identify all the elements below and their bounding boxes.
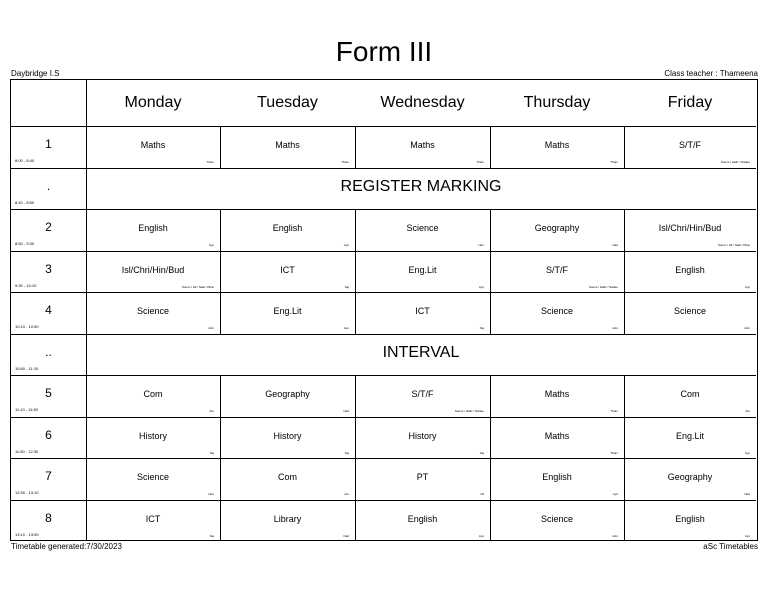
lesson-teacher: Hiru xyxy=(612,533,618,538)
grid-line xyxy=(11,375,756,376)
grid-line xyxy=(11,292,756,293)
day-header-monday: Monday xyxy=(124,94,182,111)
grid-line xyxy=(11,417,756,418)
lesson-teacher: Ayo xyxy=(744,533,750,538)
period-label: . xyxy=(46,178,51,193)
period-label: 1 xyxy=(45,137,52,151)
lesson-subject: English xyxy=(542,472,572,482)
period-label: 6 xyxy=(45,427,52,442)
period-time: 11:10 - 11:50 xyxy=(15,407,38,412)
grid-line xyxy=(11,334,756,335)
period-label: 8 xyxy=(45,510,52,525)
school-name: Daybridge I.S xyxy=(11,69,60,78)
period-time: 8:00 - 8:40 xyxy=(15,158,35,163)
period-time: 10:10 - 10:50 xyxy=(15,324,39,329)
generated-date: Timetable generated:7/30/2023 xyxy=(11,542,122,551)
lesson-teacher: Saj xyxy=(344,450,349,455)
lesson-teacher: Ayo xyxy=(744,284,750,289)
lesson-teacher: Soumi / Hil / Nadi / Dhar xyxy=(717,243,750,247)
lesson-subject: English xyxy=(675,513,705,524)
lesson-subject: Science xyxy=(673,306,707,316)
lesson-subject: S/T/F xyxy=(679,140,701,150)
lesson-teacher: Hiru xyxy=(744,326,750,330)
lesson-subject: English xyxy=(138,223,168,233)
lesson-subject: ICT xyxy=(145,513,161,524)
lesson-teacher: Tham xyxy=(206,160,214,164)
lesson-teacher: Ayo xyxy=(343,243,349,247)
lesson-subject: ICT xyxy=(280,264,295,275)
lesson-subject: Maths xyxy=(544,430,570,441)
lesson-subject: Isl/Chri/Hin/Bud xyxy=(121,264,185,275)
grid-line xyxy=(11,168,756,169)
lesson-teacher: Saj xyxy=(209,450,214,455)
period-time: 8:50 - 9:30 xyxy=(15,241,35,246)
period-label: 7 xyxy=(45,469,52,483)
lesson-teacher: Soumi / Hafiz / Nadee xyxy=(720,160,750,164)
lesson-teacher: Saj xyxy=(209,533,214,538)
lesson-subject: English xyxy=(272,223,303,233)
lesson-teacher: Ayo xyxy=(478,284,484,289)
lesson-subject: Eng.Lit xyxy=(675,430,705,441)
lesson-subject: Com xyxy=(143,389,163,399)
lesson-teacher: Tham xyxy=(476,160,484,164)
lesson-subject: Science xyxy=(540,306,574,316)
page-title: Form III xyxy=(335,36,433,67)
lesson-teacher: Hiru xyxy=(208,492,214,496)
lesson-teacher: Nad xyxy=(343,409,349,413)
lesson-teacher: Hiru xyxy=(478,243,484,247)
lesson-teacher: Aru xyxy=(209,409,214,413)
period-time: 11:50 - 12:30 xyxy=(15,448,39,454)
lesson-subject: English xyxy=(407,513,438,524)
lesson-teacher: Nil xyxy=(480,492,484,496)
lesson-teacher: Saj xyxy=(344,284,349,289)
lesson-teacher: Ayo xyxy=(478,533,484,538)
interval-band: INTERVAL xyxy=(382,343,460,361)
lesson-subject: Geography xyxy=(534,223,580,233)
period-time: 12:30 - 13:10 xyxy=(15,490,39,495)
lesson-teacher: Ayo xyxy=(343,326,349,330)
lesson-subject: History xyxy=(408,430,437,441)
lesson-subject: PT xyxy=(416,472,429,482)
lesson-subject: Geography xyxy=(667,472,713,482)
period-time: 10:50 - 11:10 xyxy=(15,365,39,371)
grid-line xyxy=(11,126,756,127)
lesson-teacher: Tham xyxy=(610,450,618,455)
lesson-teacher: Ayo xyxy=(612,492,618,496)
lesson-teacher: Tham xyxy=(610,160,618,164)
lesson-subject: S/T/F xyxy=(411,389,434,399)
lesson-teacher: Soumi / Hil / Nadi / Dhar xyxy=(181,284,214,289)
lesson-subject: History xyxy=(138,430,167,441)
day-header-tuesday: Tuesday xyxy=(257,94,318,111)
day-header-thursday: Thursday xyxy=(523,94,591,111)
period-time: 8:40 - 8:50 xyxy=(15,199,35,205)
lesson-subject: Library xyxy=(273,513,302,524)
lesson-subject: S/T/F xyxy=(546,264,568,275)
lesson-subject: Eng.Lit xyxy=(408,264,437,275)
lesson-subject: English xyxy=(675,264,705,275)
lesson-teacher: Tham xyxy=(610,409,618,413)
lesson-subject: Com xyxy=(277,472,297,482)
period-label: 5 xyxy=(45,386,52,400)
lesson-subject: Maths xyxy=(140,140,166,150)
register-marking-band: REGISTER MARKING xyxy=(340,177,502,195)
lesson-subject: Maths xyxy=(410,140,435,150)
lesson-subject: Geography xyxy=(265,389,310,399)
lesson-teacher: Hiru xyxy=(208,326,214,330)
lesson-subject: Com xyxy=(680,389,700,399)
lesson-subject: Maths xyxy=(544,389,570,399)
lesson-teacher: Ayo xyxy=(744,450,750,455)
period-label: 2 xyxy=(45,220,52,234)
lesson-teacher: Saj xyxy=(479,326,484,330)
grid-line xyxy=(11,251,756,252)
lesson-subject: Science xyxy=(406,223,439,233)
class-teacher: Class teacher : Thameena xyxy=(664,69,758,78)
lesson-teacher: Soumi / Hafiz / Nadee xyxy=(588,284,618,289)
lesson-teacher: Nad xyxy=(343,533,349,538)
grid-line xyxy=(11,458,756,459)
lesson-teacher: Aru xyxy=(745,409,750,413)
period-label: 4 xyxy=(45,303,52,317)
lesson-teacher: Soumi / Hafiz / Nadee xyxy=(454,409,484,413)
lesson-subject: Maths xyxy=(275,140,300,150)
period-label: 3 xyxy=(45,261,52,276)
lesson-teacher: Nad xyxy=(612,243,618,247)
lesson-subject: History xyxy=(273,430,302,441)
lesson-subject: Maths xyxy=(544,140,570,150)
generator-credit: aSc Timetables xyxy=(703,542,758,551)
lesson-subject: ICT xyxy=(415,306,430,316)
day-header-friday: Friday xyxy=(667,94,713,111)
grid-line xyxy=(11,209,756,210)
lesson-teacher: Hiru xyxy=(612,326,618,330)
lesson-teacher: Aru xyxy=(344,492,349,496)
lesson-teacher: Tham xyxy=(341,160,349,164)
lesson-teacher: Ayo xyxy=(208,243,214,247)
lesson-subject: Science xyxy=(136,306,170,316)
lesson-teacher: Saj xyxy=(479,450,484,455)
period-time: 13:10 - 13:50 xyxy=(15,531,39,537)
lesson-subject: Science xyxy=(136,472,170,482)
lesson-teacher: Nad xyxy=(744,492,750,496)
timetable-grid xyxy=(10,79,758,541)
grid-line xyxy=(11,500,756,501)
lesson-subject: Science xyxy=(540,513,574,524)
period-time: 9:30 - 10:10 xyxy=(15,282,37,288)
lesson-subject: Isl/Chri/Hin/Bud xyxy=(658,223,722,233)
lesson-subject: Eng.Lit xyxy=(273,306,302,316)
day-header-wednesday: Wednesday xyxy=(380,94,465,111)
period-label: .. xyxy=(45,344,52,359)
